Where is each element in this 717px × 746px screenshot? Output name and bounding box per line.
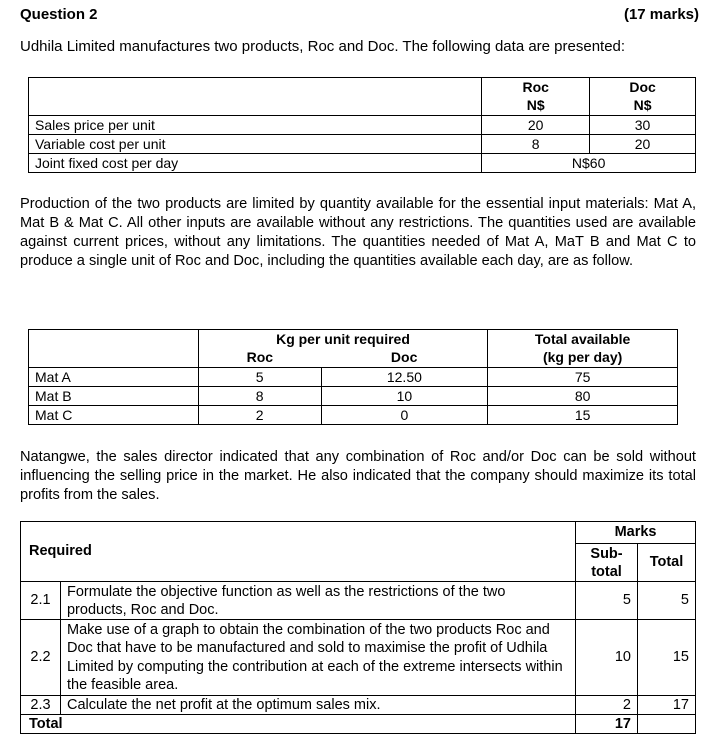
- item-subtotal: 10: [576, 620, 638, 696]
- mat-row-label: Mat A: [29, 368, 199, 387]
- cost-table: [28, 77, 696, 173]
- marks-header: Marks: [576, 522, 696, 544]
- footer-total-label: Total: [21, 715, 576, 734]
- mat-cell: 8: [198, 387, 321, 406]
- item-number: 2.1: [21, 582, 61, 620]
- mat-col-doc: Doc: [321, 349, 488, 368]
- item-subtotal: 2: [576, 696, 638, 715]
- mat-row-label: Mat B: [29, 387, 199, 406]
- sales-director-paragraph: Natangwe, the sales director indicated that any combination of Roc and/or Doc can be sold without influencing the selling price in the market. He also indicated that the company should maximize its total profits from the sales.: [20, 449, 696, 503]
- cost-row-label: Joint fixed cost per day: [29, 154, 482, 173]
- mat-cell: 10: [321, 387, 488, 406]
- cost-cell: 8: [482, 135, 590, 154]
- mat-cell: 80: [488, 387, 678, 406]
- required-label: Required: [21, 522, 576, 582]
- mat-cell: 15: [488, 406, 678, 425]
- subtotal-header: Sub-total: [576, 544, 638, 582]
- cost-col-roc: Roc: [482, 78, 590, 97]
- cost-row-label: Sales price per unit: [29, 116, 482, 135]
- kg-per-day-header: (kg per day): [488, 349, 678, 368]
- mat-cell: 75: [488, 368, 678, 387]
- total-available-header: Total available: [488, 330, 678, 349]
- cost-currency-roc: N$: [482, 97, 590, 116]
- mat-cell: 5: [198, 368, 321, 387]
- item-number: 2.3: [21, 696, 61, 715]
- item-text: Formulate the objective function as well as the restrictions of the two products, Roc and Doc.: [60, 582, 575, 620]
- joint-fixed-cost: N$60: [482, 154, 696, 173]
- mat-col-roc: Roc: [198, 349, 321, 368]
- cost-currency-doc: N$: [590, 97, 696, 116]
- required-table: [20, 521, 696, 734]
- mat-row-label: Mat C: [29, 406, 199, 425]
- materials-table: [28, 329, 678, 425]
- cost-cell: 20: [590, 135, 696, 154]
- cost-col-doc: Doc: [590, 78, 696, 97]
- production-paragraph: Production of the two products are limited by quantity available for the essential input materials: Mat A, Mat B & Mat C. All other inputs are available without any restrictions. The quantities used are available against current prices, without any limitations. The quantities needed of Mat A, MaT B and Mat C to produce a single unit of Roc and Doc, including the quantities available each day, are as follow.: [20, 196, 696, 269]
- item-text: Calculate the net profit at the optimum sales mix.: [60, 696, 575, 715]
- cost-cell: 20: [482, 116, 590, 135]
- mat-cell: 12.50: [321, 368, 488, 387]
- question-marks: (17 marks): [623, 6, 699, 23]
- kg-per-unit-header: Kg per unit required: [198, 330, 488, 349]
- cost-table-corner: [29, 78, 482, 97]
- item-text: Make use of a graph to obtain the combination of the two products Roc and Doc that have to be manufactured and sold to maximise the profit of Udhila Limited by computing the contribution at each of the extreme intersects within the feasible area.: [60, 620, 575, 696]
- intro-text: Udhila Limited manufactures two products, Roc and Doc. The following data are presented:: [20, 38, 626, 55]
- cost-cell: 30: [590, 116, 696, 135]
- mat-cell: 2: [198, 406, 321, 425]
- item-total: 15: [638, 620, 696, 696]
- item-total: 5: [638, 582, 696, 620]
- footer-subtotal: 17: [576, 715, 638, 734]
- mat-cell: 0: [321, 406, 488, 425]
- total-header: Total: [638, 544, 696, 582]
- item-subtotal: 5: [576, 582, 638, 620]
- item-total: 17: [638, 696, 696, 715]
- question-title: Question 2: [20, 6, 98, 23]
- item-number: 2.2: [21, 620, 61, 696]
- cost-row-label: Variable cost per unit: [29, 135, 482, 154]
